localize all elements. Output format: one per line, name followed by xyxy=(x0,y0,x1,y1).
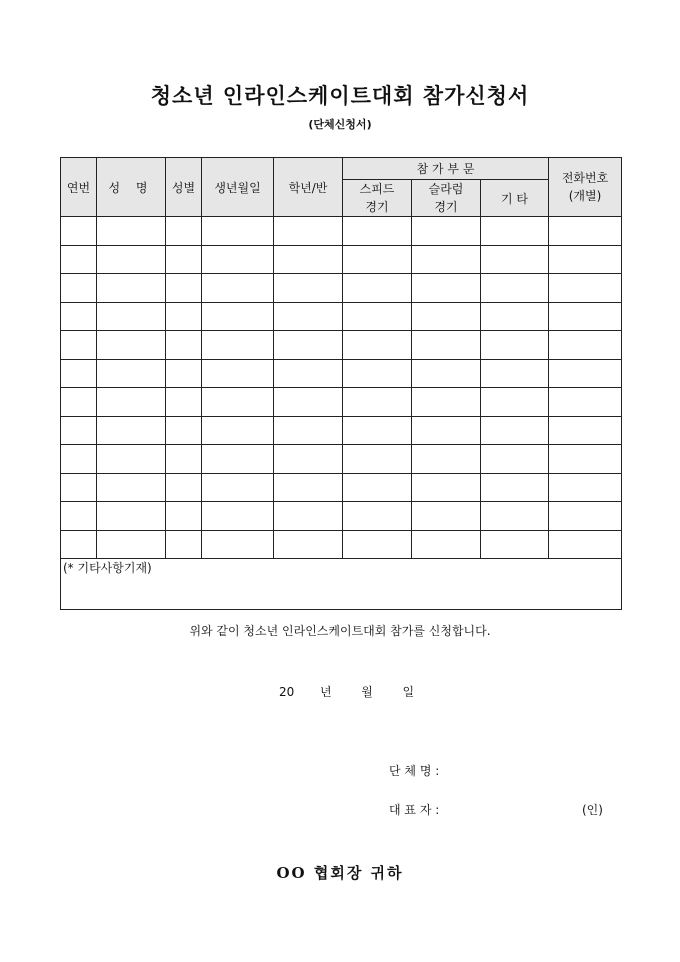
table-cell[interactable] xyxy=(202,530,274,559)
table-cell[interactable] xyxy=(412,302,481,331)
date-line xyxy=(279,683,414,700)
header-birthdate: 생년월일 xyxy=(202,158,274,217)
addressee: OO 협회장 귀하 xyxy=(276,864,404,882)
table-cell[interactable] xyxy=(61,274,97,303)
table-cell[interactable] xyxy=(61,302,97,331)
form-title: 청소년 인라인스케이트대회 참가신청서 xyxy=(150,83,530,108)
table-cell[interactable] xyxy=(412,331,481,360)
date-month-label: 월 xyxy=(361,685,373,699)
table-row xyxy=(61,302,622,331)
header-slalom: 슬라럼 경기 xyxy=(412,180,481,217)
table-cell[interactable] xyxy=(97,530,166,559)
table-cell[interactable] xyxy=(97,302,166,331)
table-cell[interactable] xyxy=(412,245,481,274)
table-cell[interactable] xyxy=(202,359,274,388)
form-subtitle: (단체신청서) xyxy=(308,118,372,131)
table-cell[interactable] xyxy=(274,502,343,531)
table-cell[interactable] xyxy=(202,473,274,502)
table-row xyxy=(61,217,622,246)
seal-mark: (인) xyxy=(582,803,603,817)
table-cell[interactable] xyxy=(343,502,412,531)
table-cell[interactable] xyxy=(166,502,202,531)
table-cell[interactable] xyxy=(412,274,481,303)
table-cell[interactable] xyxy=(549,331,622,360)
table-cell[interactable] xyxy=(343,302,412,331)
table-row xyxy=(61,530,622,559)
table-cell[interactable] xyxy=(274,359,343,388)
table-cell[interactable] xyxy=(202,245,274,274)
table-cell[interactable] xyxy=(166,359,202,388)
table-cell[interactable] xyxy=(202,217,274,246)
table-cell[interactable] xyxy=(61,502,97,531)
table-cell[interactable] xyxy=(97,416,166,445)
table-cell[interactable] xyxy=(549,245,622,274)
table-cell[interactable] xyxy=(97,473,166,502)
table-cell[interactable] xyxy=(549,445,622,474)
table-cell[interactable] xyxy=(61,331,97,360)
notes-field[interactable]: (* 기타사항기재) xyxy=(61,559,622,610)
table-cell[interactable] xyxy=(481,502,549,531)
table-cell[interactable] xyxy=(481,331,549,360)
table-cell[interactable] xyxy=(412,502,481,531)
table-cell[interactable] xyxy=(412,530,481,559)
table-cell[interactable] xyxy=(481,416,549,445)
table-cell[interactable] xyxy=(549,302,622,331)
table-cell[interactable] xyxy=(274,416,343,445)
table-cell[interactable] xyxy=(166,445,202,474)
table-cell[interactable] xyxy=(202,416,274,445)
table-cell[interactable] xyxy=(274,302,343,331)
table-cell[interactable] xyxy=(166,245,202,274)
table-cell[interactable] xyxy=(166,274,202,303)
table-cell[interactable] xyxy=(481,359,549,388)
header-grade-class: 학년/반 xyxy=(274,158,343,217)
table-cell[interactable] xyxy=(166,473,202,502)
table-cell[interactable] xyxy=(97,331,166,360)
table-cell[interactable] xyxy=(97,245,166,274)
table-cell[interactable] xyxy=(274,445,343,474)
date-year-label: 년 xyxy=(319,685,332,699)
header-phone: 전화번호 (개별) xyxy=(549,158,622,217)
table-cell[interactable] xyxy=(61,359,97,388)
table-row xyxy=(61,416,622,445)
table-cell[interactable] xyxy=(274,331,343,360)
table-cell[interactable] xyxy=(549,217,622,246)
table-cell[interactable] xyxy=(61,245,97,274)
table-cell[interactable] xyxy=(343,217,412,246)
table-cell[interactable] xyxy=(412,359,481,388)
table-cell[interactable] xyxy=(97,502,166,531)
table-cell[interactable] xyxy=(274,217,343,246)
statement-text: 위와 같이 청소년 인라인스케이트대회 참가를 신청합니다. xyxy=(189,624,491,638)
table-cell[interactable] xyxy=(166,217,202,246)
table-cell[interactable] xyxy=(481,388,549,417)
table-cell[interactable] xyxy=(549,388,622,417)
table-cell[interactable] xyxy=(166,302,202,331)
table-cell[interactable] xyxy=(549,274,622,303)
representative-label: 대 표 자 : xyxy=(389,803,440,817)
header-category: 참 가 부 문 xyxy=(343,158,549,180)
table-cell[interactable] xyxy=(481,217,549,246)
table-cell[interactable] xyxy=(61,473,97,502)
table-cell[interactable] xyxy=(343,359,412,388)
table-cell[interactable] xyxy=(202,445,274,474)
table-row xyxy=(61,359,622,388)
table-cell[interactable] xyxy=(274,274,343,303)
table-cell[interactable] xyxy=(549,416,622,445)
table-row xyxy=(61,473,622,502)
table-cell[interactable] xyxy=(412,473,481,502)
table-cell[interactable] xyxy=(343,416,412,445)
table-cell[interactable] xyxy=(481,302,549,331)
table-cell[interactable] xyxy=(412,445,481,474)
header-no: 연번 xyxy=(61,158,97,217)
table-cell[interactable] xyxy=(481,445,549,474)
table-cell[interactable] xyxy=(61,445,97,474)
header-gender: 성별 xyxy=(166,158,202,217)
table-cell[interactable] xyxy=(412,217,481,246)
table-cell[interactable] xyxy=(97,388,166,417)
date-day-label: 일 xyxy=(402,685,415,699)
table-cell[interactable] xyxy=(549,502,622,531)
table-cell[interactable] xyxy=(61,388,97,417)
table-row xyxy=(61,245,622,274)
table-cell[interactable] xyxy=(61,217,97,246)
table-cell[interactable] xyxy=(166,416,202,445)
table-cell[interactable] xyxy=(166,331,202,360)
table-cell[interactable] xyxy=(61,530,97,559)
table-cell[interactable] xyxy=(343,473,412,502)
table-row xyxy=(61,274,622,303)
table-cell[interactable] xyxy=(274,388,343,417)
table-row xyxy=(61,502,622,531)
header-name: 성 명 xyxy=(97,158,166,217)
table-cell[interactable] xyxy=(549,473,622,502)
table-cell[interactable] xyxy=(202,502,274,531)
header-speed: 스피드 경기 xyxy=(343,180,412,217)
table-cell[interactable] xyxy=(274,530,343,559)
table-cell[interactable] xyxy=(481,473,549,502)
table-cell[interactable] xyxy=(343,530,412,559)
header-other: 기 타 xyxy=(481,180,549,217)
table-cell[interactable] xyxy=(481,245,549,274)
table-cell[interactable] xyxy=(343,331,412,360)
table-cell[interactable] xyxy=(97,445,166,474)
table-cell[interactable] xyxy=(549,530,622,559)
table-cell[interactable] xyxy=(343,445,412,474)
table-cell[interactable] xyxy=(481,274,549,303)
table-row xyxy=(61,388,622,417)
table-cell[interactable] xyxy=(166,388,202,417)
table-cell[interactable] xyxy=(549,359,622,388)
table-cell[interactable] xyxy=(202,274,274,303)
table-cell[interactable] xyxy=(202,302,274,331)
table-cell[interactable] xyxy=(97,217,166,246)
table-cell[interactable] xyxy=(412,416,481,445)
table-cell[interactable] xyxy=(343,245,412,274)
table-cell[interactable] xyxy=(202,388,274,417)
table-cell[interactable] xyxy=(61,416,97,445)
group-name-label: 단 체 명 : xyxy=(389,764,440,778)
date-year-prefix: 20 xyxy=(279,685,295,699)
table-row xyxy=(61,331,622,360)
table-cell[interactable] xyxy=(481,530,549,559)
table-cell[interactable] xyxy=(274,473,343,502)
table-cell[interactable] xyxy=(343,274,412,303)
table-cell[interactable] xyxy=(274,245,343,274)
application-table xyxy=(60,157,622,610)
table-cell[interactable] xyxy=(343,388,412,417)
table-cell[interactable] xyxy=(202,331,274,360)
table-cell[interactable] xyxy=(97,274,166,303)
table-row xyxy=(61,445,622,474)
table-cell[interactable] xyxy=(412,388,481,417)
table-cell[interactable] xyxy=(97,359,166,388)
table-cell[interactable] xyxy=(166,530,202,559)
